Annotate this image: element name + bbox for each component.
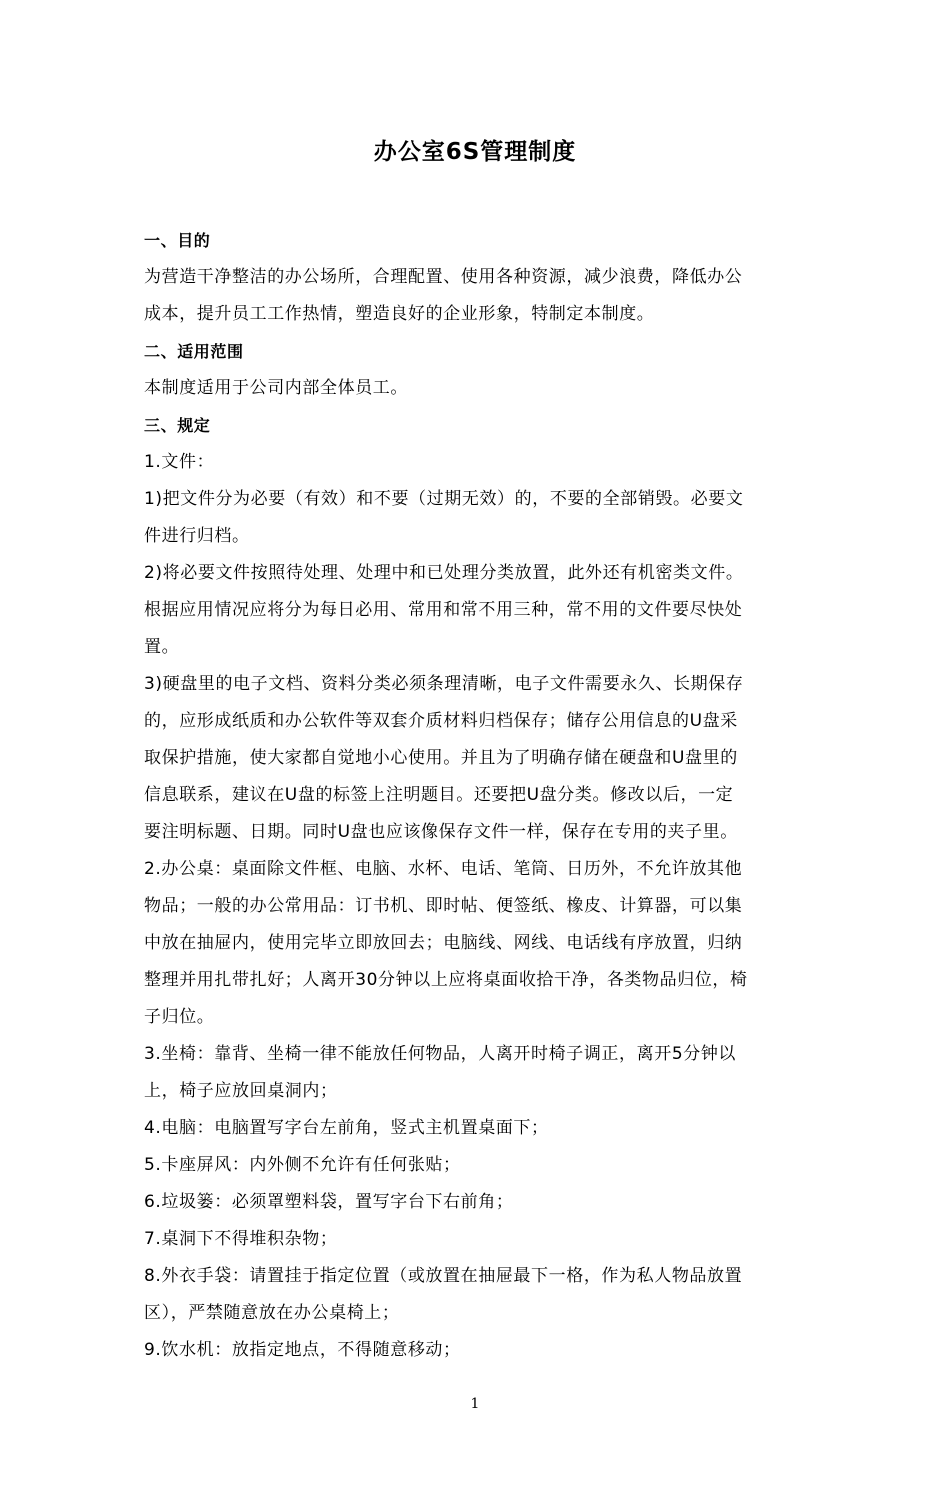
paragraph-line: 3.坐椅：靠背、坐椅一律不能放任何物品，人离开时椅子调正，离开5分钟以 [144,1044,737,1064]
paragraph-line: 1.文件： [144,452,215,472]
paragraph-line: 成本，提升员工工作热情，塑造良好的企业形象，特制定本制度。 [144,304,655,324]
paragraph-line: 本制度适用于公司内部全体员工。 [144,378,408,398]
paragraph-line: 子归位。 [144,1007,215,1027]
paragraph-line: 8.外衣手袋：请置挂于指定位置（或放置在抽屉最下一格，作为私人物品放置 [144,1266,743,1286]
page-number: 1 [470,1396,480,1412]
section-heading-scope: 二、适用范围 [144,342,244,361]
paragraph-line: 9.饮水机：放指定地点，不得随意移动； [144,1340,461,1360]
paragraph-line: 6.垃圾篓：必须罩塑料袋，置写字台下右前角； [144,1192,514,1212]
paragraph-line: 置。 [144,637,180,657]
paragraph-line: 要注明标题、日期。同时U盘也应该像保存文件一样，保存在专用的夹子里。 [144,822,738,842]
paragraph-line: 整理并用扎带扎好；人离开30分钟以上应将桌面收拾干净，各类物品归位，椅 [144,970,748,990]
document-body [144,222,808,1369]
paragraph-line: 取保护措施，使大家都自觉地小心使用。并且为了明确存储在硬盘和U盘里的 [144,748,738,768]
paragraph-line: 2.办公桌：桌面除文件框、电脑、水杯、电话、笔筒、日历外，不允许放其他 [144,859,743,879]
section-heading-purpose: 一、目的 [144,231,211,250]
paragraph-line: 的，应形成纸质和办公软件等双套介质材料归档保存；储存公用信息的U盘采 [144,711,738,731]
section-heading-rules: 三、规定 [144,416,211,435]
paragraph-line: 根据应用情况应将分为每日必用、常用和常不用三种，常不用的文件要尽快处 [144,600,743,620]
paragraph-line: 3)硬盘里的电子文档、资料分类必须条理清晰，电子文件需要永久、长期保存 [144,674,744,694]
paragraph-line: 4.电脑：电脑置写字台左前角，竖式主机置桌面下； [144,1118,549,1138]
paragraph-line: 件进行归档。 [144,526,250,546]
paragraph-line: 为营造干净整洁的办公场所，合理配置、使用各种资源，减少浪费，降低办公 [144,267,743,287]
paragraph-line: 2)将必要文件按照待处理、处理中和已处理分类放置，此外还有机密类文件。 [144,563,744,583]
paragraph-line: 区），严禁随意放在办公桌椅上； [144,1303,400,1323]
paragraph-line: 物品；一般的办公常用品：订书机、即时帖、便签纸、橡皮、计算器，可以集 [144,896,743,916]
document-title: 办公室6S管理制度 [373,139,577,165]
paragraph-line: 1)把文件分为必要（有效）和不要（过期无效）的，不要的全部销毁。必要文 [144,489,744,509]
paragraph-line: 信息联系，建议在U盘的标签上注明题目。还要把U盘分类。修改以后，一定 [144,785,734,805]
paragraph-line: 5.卡座屏风：内外侧不允许有任何张贴； [144,1155,461,1175]
paragraph-line: 中放在抽屉内，使用完毕立即放回去；电脑线、网线、电话线有序放置，归纳 [144,933,743,953]
paragraph-line: 上，椅子应放回桌洞内； [144,1081,338,1101]
paragraph-line: 7.桌洞下不得堆积杂物； [144,1229,338,1249]
